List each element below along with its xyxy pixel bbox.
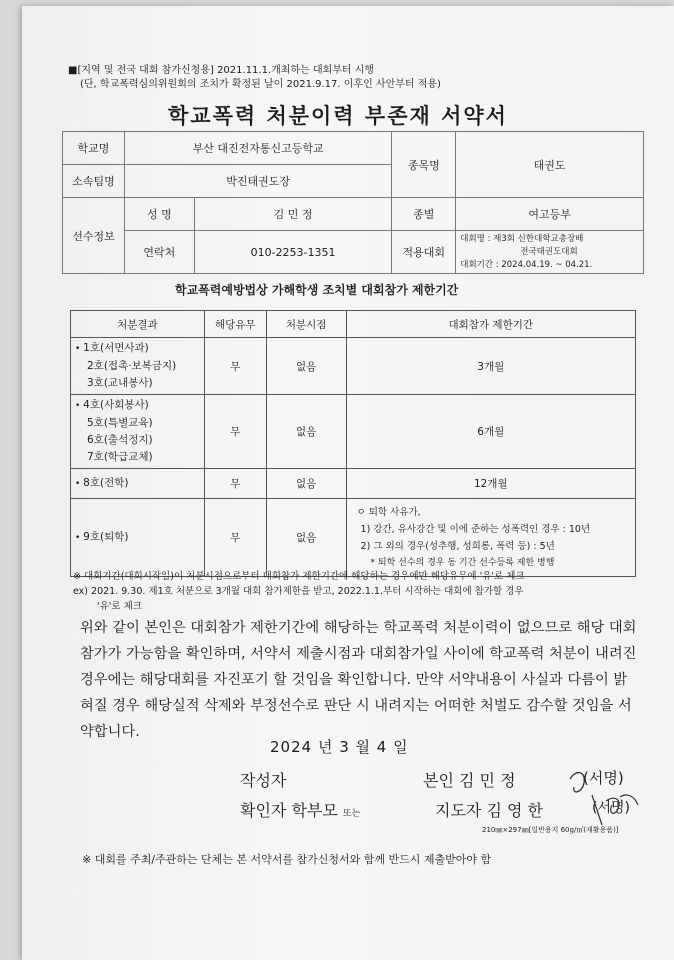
paper-spec: 210㎜×297㎜[일반용지 60g/㎡(재활용품)] bbox=[482, 826, 619, 834]
school-label: 학교명 bbox=[63, 132, 125, 165]
result-cell: • 8호(전학) bbox=[71, 469, 205, 499]
category-value: 여고등부 bbox=[456, 198, 644, 231]
competition-label: 적용대회 bbox=[392, 231, 456, 274]
applicable-value: 무 bbox=[204, 469, 266, 499]
document-title: 학교폭력 처분이력 부존재 서약서 bbox=[168, 104, 508, 128]
competition-cell bbox=[456, 231, 644, 274]
limit-value: 6개월 bbox=[346, 395, 635, 469]
list-item: 1호(서면사과) bbox=[83, 342, 149, 354]
pledge-date: 2024 년 3 월 4 일 bbox=[270, 738, 409, 756]
list-item: 9호(퇴학) bbox=[83, 530, 129, 543]
applicable-value: 무 bbox=[204, 338, 266, 395]
team-value: 박진태권도장 bbox=[124, 165, 391, 198]
contact-label: 연락처 bbox=[124, 231, 194, 274]
notice-line-2: (단, 학교폭력심의위원회의 조치가 확정된 날이 2021.9.17. 이후인 사안부터 적용) bbox=[80, 79, 441, 90]
info-table bbox=[62, 131, 644, 274]
rule-line: 1) 강간, 유사강간 및 이에 준하는 성폭력인 경우 : 10년 bbox=[360, 523, 591, 535]
list-item: 6호(출석정지) bbox=[87, 434, 153, 446]
header-limit: 대회참가 제한기간 bbox=[346, 311, 635, 338]
timing-value: 없음 bbox=[266, 338, 346, 395]
event-label: 종목명 bbox=[392, 132, 456, 198]
contact-value: 010-2253-1351 bbox=[194, 231, 392, 274]
table-row bbox=[71, 469, 636, 499]
name-value: 김 민 정 bbox=[194, 198, 392, 231]
applicable-value: 무 bbox=[204, 395, 266, 469]
confirmer-line bbox=[240, 798, 360, 821]
expulsion-rules bbox=[346, 499, 635, 577]
list-item: 2호(접촉·보복금지) bbox=[87, 360, 177, 372]
notice-line-1: ■[지역 및 전국 대회 참가신청용] 2021.11.1.개최하는 대회부터 시행 bbox=[68, 65, 375, 76]
writer-label: 작성자 bbox=[240, 771, 287, 790]
name-label: 성 명 bbox=[124, 198, 194, 231]
category-label: 종별 bbox=[392, 198, 456, 231]
writer-value: 본인 김 민 정 bbox=[423, 771, 516, 790]
timing-value: 없음 bbox=[266, 395, 346, 469]
team-label: 소속팀명 bbox=[63, 165, 125, 198]
list-item: 5호(특별교육) bbox=[87, 417, 153, 429]
confirmer-label: 확인자 학부모 bbox=[240, 801, 338, 820]
table-row bbox=[71, 499, 636, 577]
header-result: 처분결과 bbox=[71, 311, 205, 338]
competition-period: 대회기간 : 2024.04.19. ~ 04.21. bbox=[460, 259, 593, 270]
competition-name-2: 전국태권도대회 bbox=[520, 246, 578, 257]
footnote-line-1: ※ 대회기간(대회시작일)이 처분시점으로부터 대회참가 제한기간에 해당하는 경우에만 해당유무에 '유'로 체크 bbox=[73, 571, 525, 582]
footnote-line-3: '유'로 체크 bbox=[97, 601, 142, 612]
rule-line: * 퇴학 선수의 경우 동 기간 선수등록 제한 병행 bbox=[370, 557, 555, 568]
timing-value: 없음 bbox=[266, 469, 346, 499]
pledge-text: 위와 같이 본인은 대회참가 제한기간에 해당하는 학교폭력 처분이력이 없으므로 해당 대회 참가가 가능함을 확인하며, 서약서 제출시점과 대회참가일 사이에 학교폭력 처분이 내려진 경우에는 해당대회를 자진포기 할 것임을 확인합니다. 만약 서약내용이 사실과 다름이 밝혀질 경우 해당실적 삭제와 부정선수로 판단 시 내려지는 어떠한 처벌도 감수할 것임을 서약합니다. bbox=[80, 620, 637, 740]
list-item: 4호(사회봉사) bbox=[83, 399, 149, 411]
competition-name-1: 대회명 : 제3회 신한대학교총장배 bbox=[460, 233, 584, 244]
list-item: 3호(교내봉사) bbox=[87, 377, 153, 389]
footnote bbox=[73, 569, 525, 614]
applicable-value: 무 bbox=[204, 499, 266, 577]
confirmer-or: 또는 bbox=[342, 809, 361, 819]
footnote-line-2: ex) 2021. 9.30. 제1호 처분으로 3개월 대회 참가제한을 받고, 2022.1.1.부터 시작하는 대회에 참가할 경우 bbox=[73, 586, 524, 597]
header-timing: 처분시점 bbox=[266, 311, 346, 338]
result-cell: • 4호(사회봉사) 5호(특별교육) 6호(출석정지) 7호(학급교체) bbox=[71, 395, 205, 469]
table-subheading: 학교폭력예방법상 가해학생 조치별 대회참가 제한기간 bbox=[175, 283, 459, 297]
result-cell: • 9호(퇴학) bbox=[71, 499, 205, 577]
confirmer-signature: (서명) bbox=[592, 800, 630, 816]
event-value: 태권도 bbox=[456, 132, 644, 198]
confirmer-value: 지도자 김 영 한 bbox=[435, 801, 543, 820]
result-cell: • 1호(서면사과) 2호(접촉·보복금지) 3호(교내봉사) bbox=[71, 338, 205, 395]
table-row bbox=[71, 395, 636, 469]
final-note: ※ 대회를 주최/주관하는 단체는 본 서약서를 참가신청서와 함께 반드시 제출받아야 함 bbox=[82, 853, 492, 866]
timing-value: 없음 bbox=[266, 499, 346, 577]
limit-value: 12개월 bbox=[346, 469, 635, 499]
limit-value: 3개월 bbox=[346, 338, 635, 395]
athlete-label: 선수정보 bbox=[63, 198, 125, 274]
rule-line: 2) 그 외의 경우(성추행, 성희롱, 폭력 등) : 5년 bbox=[360, 540, 555, 552]
handwritten-signature-mark bbox=[562, 765, 642, 827]
list-item: 7호(학급교체) bbox=[87, 451, 153, 463]
writer-signature: (서명) bbox=[583, 769, 624, 787]
header-applicable: 해당유무 bbox=[204, 311, 266, 338]
list-item: 8호(전학) bbox=[83, 476, 129, 489]
table-row bbox=[71, 338, 636, 395]
school-value: 부산 대진전자통신고등학교 bbox=[124, 132, 391, 165]
discipline-table bbox=[70, 310, 636, 577]
rule-line: ㅇ 퇴학 사유가, bbox=[356, 506, 421, 518]
